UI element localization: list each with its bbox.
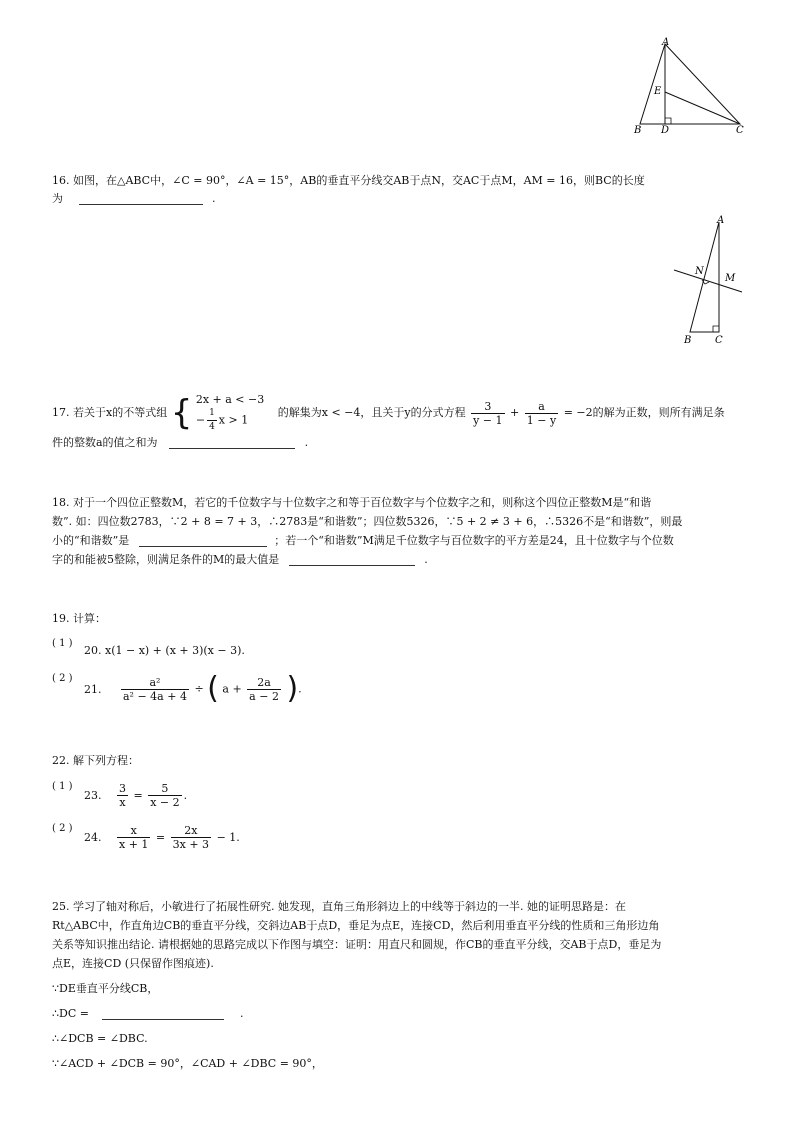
q17-sys-row2-post: x > 1 [218, 413, 249, 427]
q17-post: = −2的解为正数，则所有满足条 [563, 406, 725, 419]
label-c: C [715, 335, 723, 346]
label-d: D [661, 125, 670, 136]
frac-num: 1 [209, 408, 215, 418]
q18-line3-post: ；若一个“和谐数”M满足千位数字与百位数字的平方差是24，且十位数字与个位数 [274, 534, 674, 547]
q17-sys-row1: 2x + a < −3 [195, 393, 265, 406]
q25-line3: 关系等知识推出结论. 请根据她的思路完成以下作图与填空：证明：用直尺和圆规，作CB的垂直平分线，交AB于点D，垂足为 [52, 938, 662, 951]
q17-frac-1 [471, 400, 504, 427]
figure-triangle-abc-top [630, 36, 750, 136]
label-e: E [654, 86, 662, 97]
frac-num: x [130, 824, 137, 837]
q18-line4-pre: 字的和能被5整除，则满足条件的M的最大值是 [52, 553, 280, 566]
q19-p2-num: 21. [84, 682, 102, 696]
q22-p2-equation [84, 824, 240, 851]
q17-sys-row2-pre: − [195, 413, 206, 427]
q17-line2 [52, 434, 308, 452]
label-n: N [695, 266, 704, 277]
q25-line2: Rt△ABC中，作直角边CB的垂直平分线，交斜边AB于点D，垂足为点E，连接CD，然后利用垂直平分线的性质和三角形边角 [52, 919, 660, 932]
frac-den: x [117, 795, 128, 809]
q16-answer-blank[interactable] [79, 192, 203, 205]
q19-p2-tag: ( 2 ) [52, 673, 73, 684]
q22-p1-num: 23. [84, 789, 102, 802]
label-m: M [725, 273, 736, 284]
q16-line1: 16. 如图，在△ABC中，∠C = 90°，∠A = 15°，AB的垂直平分线交AB于点N，交AC于点M，AM = 16，则BC的长度 [52, 174, 645, 187]
q22-p1-eq: = [133, 789, 143, 802]
q17-answer-blank[interactable] [169, 436, 295, 449]
frac-den: a² − 4a + 4 [123, 689, 187, 703]
q18-line4-post: . [424, 553, 428, 566]
label-a: A [662, 37, 670, 48]
q18-answer-blank-1[interactable] [139, 534, 267, 547]
frac-den: y − 1 [473, 413, 503, 427]
q25-step2-post: . [239, 1007, 244, 1020]
q22-p1-end: . [183, 789, 188, 802]
q19-p2-rparen: ) [286, 671, 299, 706]
q25-step4: ∵∠ACD + ∠DCB = 90°，∠CAD + ∠DBC = 90°， [52, 1057, 323, 1070]
q22-p2-end: − 1. [216, 831, 240, 844]
q17-line2-post: . [304, 436, 309, 449]
frac-num: 2a [257, 675, 271, 689]
label-b: B [684, 335, 692, 346]
q25-step2 [52, 1005, 243, 1023]
q17-inequality-system [196, 392, 264, 434]
q19-p1-expression: 20. x(1 − x) + (x + 3)(x − 3). [84, 644, 245, 657]
q25-step2-pre: ∴DC = [52, 1007, 89, 1020]
q17-plus: + [510, 406, 520, 419]
q17-pre: 17. 若关于x的不等式组 [52, 406, 168, 419]
q18-line3 [52, 532, 674, 550]
frac-num: 3 [119, 782, 126, 795]
q19-p2-end: . [298, 682, 302, 696]
q22-p2-eq: = [155, 831, 166, 844]
label-c: C [736, 125, 744, 136]
q22-p1-rfrac [148, 782, 181, 809]
q25-step1: ∵DE垂直平分线CB， [52, 982, 159, 995]
q18-line1: 18. 对于一个四位正整数M，若它的千位数字与十位数字之和等于百位数字与个位数字之和，则称这个四位正整数M是“和谐 [52, 496, 652, 509]
q22-p2-tag: ( 2 ) [52, 823, 73, 834]
q17-mid: 的解集为x < −4，且关于y的分式方程 [277, 406, 466, 419]
frac-den: 3x + 3 [172, 838, 210, 851]
frac-num: a² [149, 675, 161, 689]
q17-frac-2 [525, 400, 558, 427]
q18-line4 [52, 551, 428, 569]
q22-p1-lfrac [117, 782, 128, 809]
q17-line2-pre: 件的整数a的值之和为 [52, 436, 158, 449]
q18-answer-blank-2[interactable] [289, 553, 415, 566]
label-b: B [634, 125, 642, 136]
q19-p2-frac [121, 676, 189, 703]
q16-line2 [52, 190, 216, 208]
q25-answer-blank[interactable] [102, 1007, 224, 1020]
q19-p1-tag: ( 1 ) [52, 638, 73, 649]
q22-p2-rfrac [171, 824, 211, 851]
q25-line1: 25. 学习了轴对称后，小敏进行了拓展性研究. 她发现，直角三角形斜边上的中线等于斜边的一半. 她的证明思路是：在 [52, 900, 626, 913]
frac-den: x − 2 [150, 796, 180, 809]
q19-p2-expression [84, 671, 302, 706]
frac-num: 5 [161, 782, 169, 795]
frac-num: a [538, 399, 545, 413]
q16-line2-pre: 为 [52, 192, 63, 205]
frac-num: 2x [184, 824, 198, 837]
q22-p1-tag: ( 1 ) [52, 781, 73, 792]
q19-p2-in-frac [247, 676, 281, 703]
frac-den: 1 − y [526, 413, 557, 427]
q19-p2-in-pre: a + [222, 682, 242, 696]
q16-line2-post: . [212, 192, 216, 205]
q18-line3-pre: 小的“和谐数”是 [52, 534, 130, 547]
q19-p2-div: ÷ [194, 682, 204, 696]
q19-title: 19. 计算： [52, 612, 106, 625]
q22-title: 22. 解下列方程： [52, 754, 139, 767]
figure-triangle-q16 [672, 212, 752, 347]
q22-p1-equation [84, 782, 187, 809]
frac-den: x + 1 [119, 838, 149, 851]
q25-line4: 点E，连接CD (只保留作图痕迹). [52, 957, 214, 970]
q17-frac-quarter [207, 407, 217, 434]
q18-line2: 数”. 如：四位数2783，∵2 + 8 = 7 + 3，∴2783是“和谐数”；四位数5326，∵5 + 2 ≠ 3 + 6，∴5326不是“和谐数”，则最 [52, 515, 683, 528]
q17-sys-row2 [196, 407, 264, 434]
label-a: A [717, 215, 725, 226]
q22-p2-num: 24. [84, 831, 102, 844]
q25-step3: ∴∠DCB = ∠DBC. [52, 1032, 148, 1045]
q17-line1 [52, 392, 725, 434]
q22-p2-lfrac [117, 824, 150, 851]
q17-system-brace: { [170, 393, 193, 433]
frac-den: a − 2 [249, 689, 279, 703]
frac-num: 3 [484, 399, 492, 413]
frac-den: 4 [209, 422, 215, 432]
q19-p2-lparen: ( [207, 671, 219, 706]
